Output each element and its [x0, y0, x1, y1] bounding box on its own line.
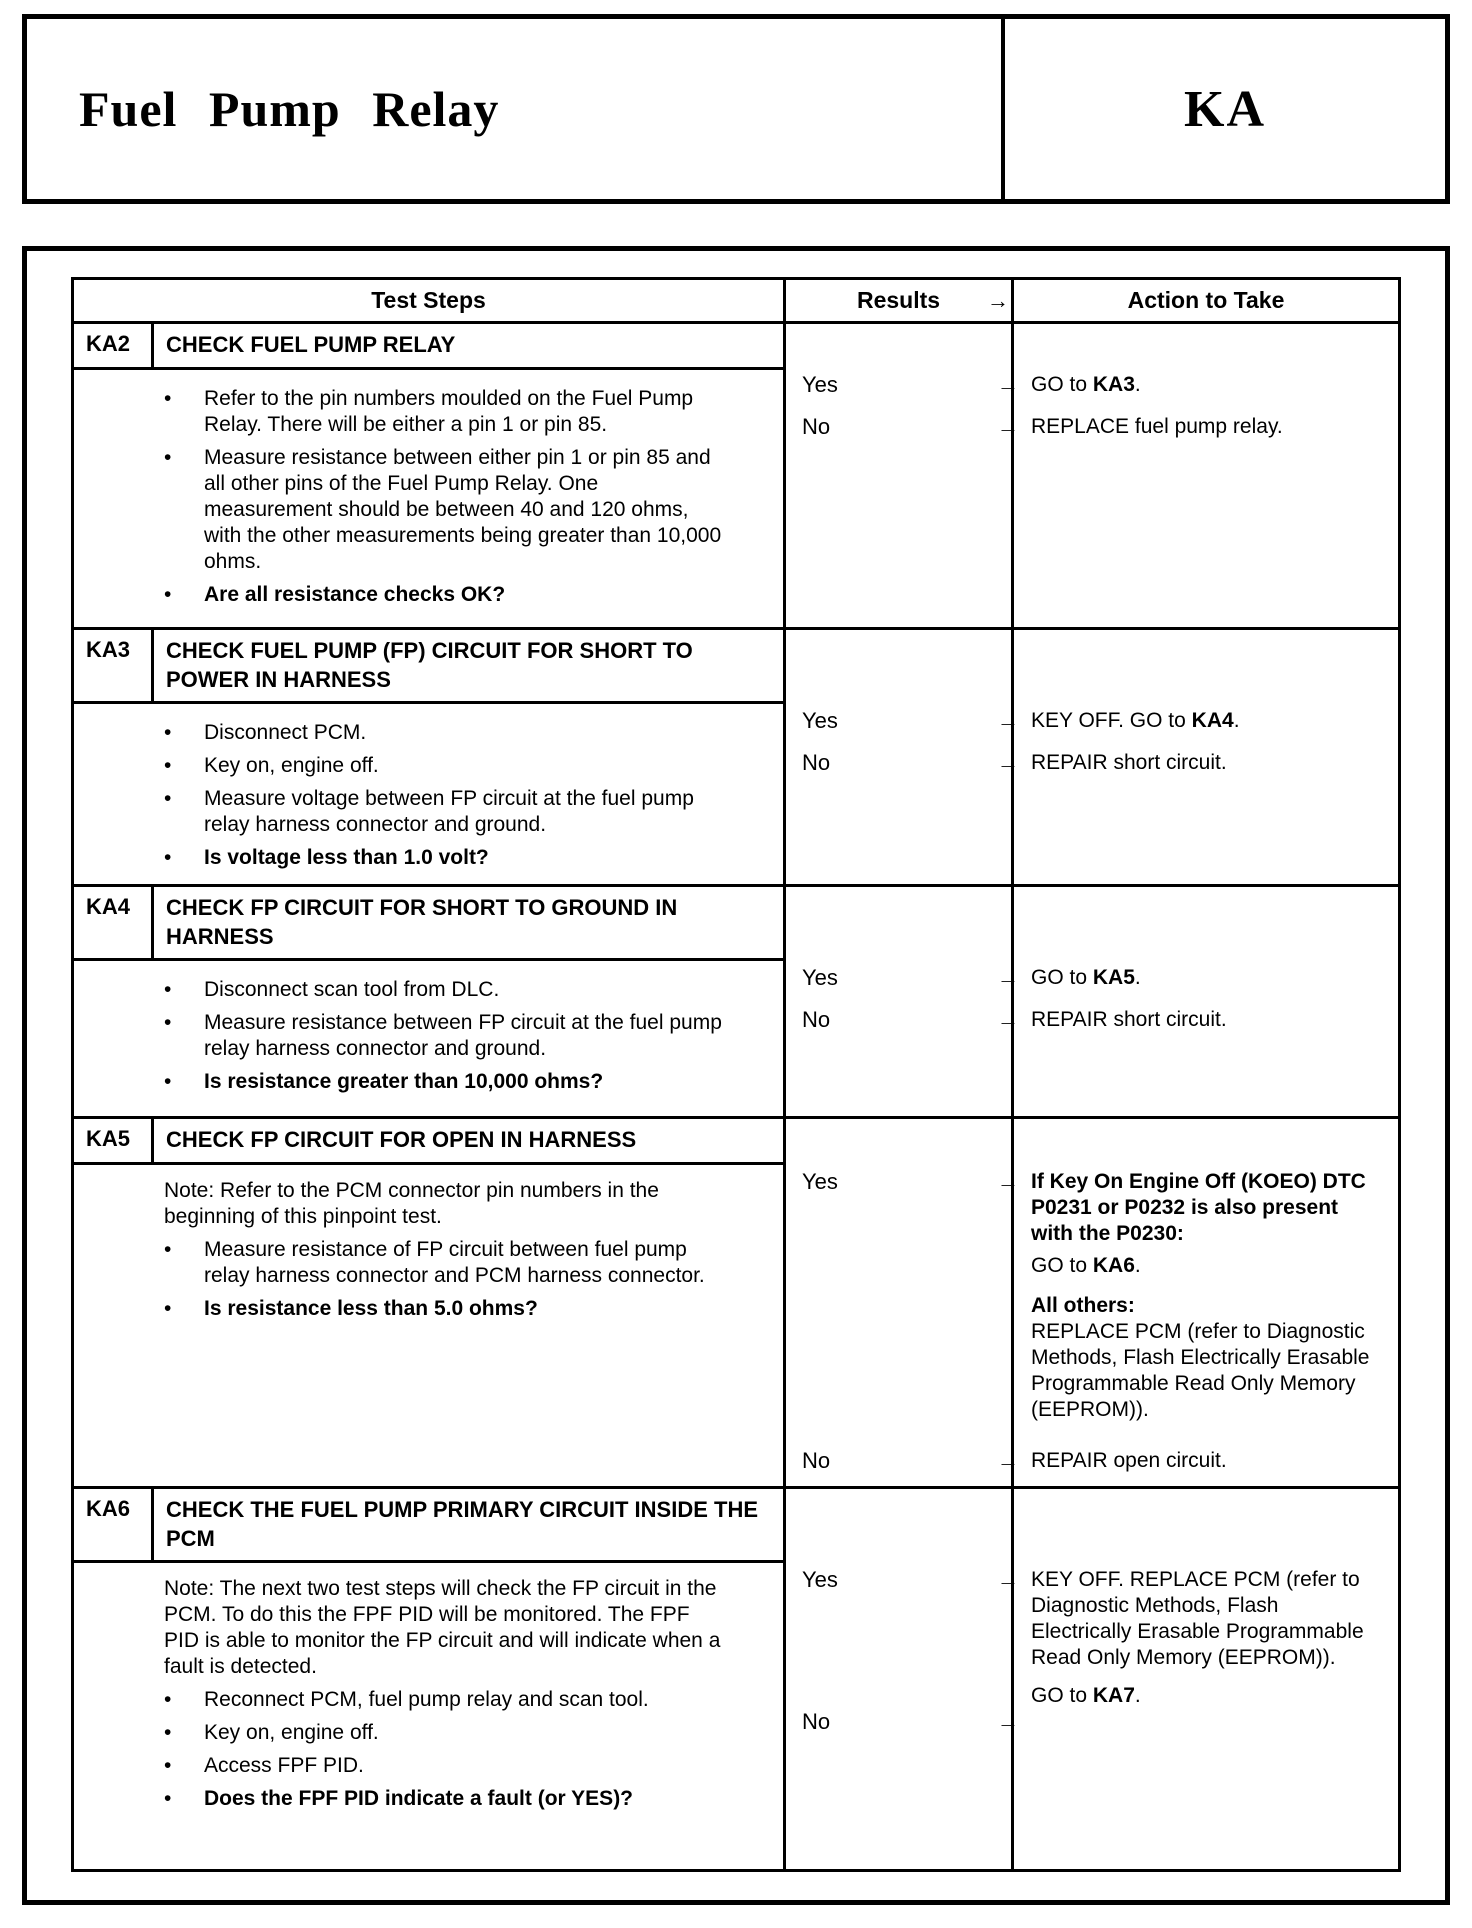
test-step-header [74, 1119, 783, 1165]
document-header [22, 14, 1450, 204]
result-label-yes: Yes [802, 372, 838, 397]
instruction-item: • Disconnect scan tool from DLC. [164, 978, 500, 1002]
action-condition: If Key On Engine Off (KOEO) DTC P0231 or P0232 is also present with the P0230: [1031, 1170, 1366, 1246]
instruction-item: • Measure resistance between either pin 1 or pin 85 and all other pins of the Fuel Pump Relay. One measurement should be between 40 and 120 ohms, with the other measurements being greater than 10,000 ohms. [164, 445, 722, 573]
instruction-question: • Is resistance greater than 10,000 ohms? [164, 1070, 604, 1094]
test-steps-cell [74, 324, 786, 627]
action-cell [1014, 887, 1398, 1116]
test-step-body [74, 1165, 783, 1335]
bullet-icon: • [164, 386, 172, 410]
test-row-ka4 [74, 887, 1398, 1119]
bullet-icon: • [164, 721, 172, 745]
instruction-question: • Does the FPF PID indicate a fault (or YES)? [164, 1787, 634, 1811]
bullet-icon: • [164, 1787, 172, 1811]
column-header-action: Action to Take [1127, 287, 1285, 313]
result-option-yes [786, 708, 1019, 734]
test-step-title: CHECK FP CIRCUIT FOR OPEN IN HARNESS [166, 1127, 637, 1153]
test-row-ka5 [74, 1119, 1398, 1489]
bullet-icon: • [164, 1688, 172, 1712]
test-step-id: KA6 [74, 1489, 154, 1560]
arrow-icon: → [997, 708, 1019, 733]
action-text: GO to KA7. [1031, 1684, 1141, 1708]
result-label-yes: Yes [802, 708, 838, 733]
action-text: GO to KA6. [1031, 1254, 1141, 1278]
test-step-title: CHECK FUEL PUMP RELAY [166, 332, 456, 357]
result-option-yes [786, 372, 1019, 398]
results-cell [786, 1489, 1019, 1869]
instruction-item: • Key on, engine off. [164, 754, 379, 778]
instruction-item: • Measure resistance between FP circuit at the fuel pump relay harness connector and ground. [164, 1011, 722, 1061]
column-header-test-steps: Test Steps [74, 280, 786, 321]
result-option-yes [786, 965, 1019, 991]
result-option-no [786, 1007, 1019, 1033]
test-step-header [74, 630, 783, 704]
action-text: REPAIR short circuit. [1031, 1008, 1227, 1032]
action-cell [1014, 630, 1398, 884]
result-label-yes: Yes [802, 1567, 838, 1593]
test-step-body [74, 370, 783, 621]
test-step-body [74, 961, 783, 1108]
result-option-yes [786, 1169, 1019, 1195]
action-cell [1014, 1119, 1398, 1486]
arrow-icon: → [997, 1007, 1019, 1033]
result-option-no [786, 1709, 1019, 1735]
bullet-icon: • [164, 1721, 172, 1745]
action-text: REPAIR open circuit. [1031, 1449, 1227, 1473]
bullet-icon: • [164, 754, 172, 778]
action-cell [1014, 324, 1398, 627]
bullet-icon: • [164, 846, 172, 870]
test-steps-cell [74, 887, 786, 1116]
test-step-title: CHECK THE FUEL PUMP PRIMARY CIRCUIT INSIDE THE PCM [166, 1497, 759, 1551]
instruction-note: Note: Refer to the PCM connector pin numbers in the beginning of this pinpoint test. [164, 1178, 659, 1228]
test-row-ka2 [74, 324, 1398, 630]
action-text: REPAIR short circuit. [1031, 751, 1227, 774]
results-cell [786, 324, 1019, 627]
pinpoint-test-frame [22, 246, 1450, 1905]
instruction-item: • Disconnect PCM. [164, 721, 367, 745]
arrow-icon: → [997, 414, 1019, 439]
arrow-icon: → [997, 1709, 1019, 1735]
bullet-icon: • [164, 1296, 172, 1320]
action-text: REPLACE fuel pump relay. [1031, 415, 1283, 438]
instruction-item: • Measure voltage between FP circuit at the fuel pump relay harness connector and ground. [164, 787, 694, 837]
result-option-no [786, 750, 1019, 776]
test-step-id: KA3 [74, 630, 154, 701]
instruction-note: Note: The next two test steps will check the FP circuit in the PCM. To do this the FPF PID will be monitored. The FPF PID is able to monitor the FP circuit and will indicate when a fault is detected. [164, 1577, 721, 1679]
result-option-yes [786, 1567, 1019, 1593]
test-step-title: CHECK FP CIRCUIT FOR SHORT TO GROUND IN HARNESS [166, 895, 678, 949]
result-label-no: No [802, 1448, 831, 1474]
bullet-icon: • [164, 787, 172, 811]
action-text: GO to KA5. [1031, 966, 1141, 990]
test-step-body [74, 1563, 783, 1825]
arrow-icon: → [997, 1169, 1019, 1195]
bullet-icon: • [164, 582, 172, 606]
section-code: KA [1184, 80, 1266, 138]
result-label-no: No [802, 1709, 831, 1735]
bullet-icon: • [164, 1237, 172, 1261]
test-row-ka3 [74, 630, 1398, 887]
instruction-question: • Is voltage less than 1.0 volt? [164, 846, 489, 870]
instruction-item: • Reconnect PCM, fuel pump relay and scan tool. [164, 1688, 649, 1712]
bullet-icon: • [164, 445, 172, 469]
action-condition: All others: [1031, 1294, 1135, 1318]
arrow-icon: → [987, 287, 1009, 313]
column-header-results: Results → [786, 280, 1014, 321]
test-step-id: KA5 [74, 1119, 154, 1162]
test-step-title: CHECK FUEL PUMP (FP) CIRCUIT FOR SHORT TO POWER IN HARNESS [166, 638, 693, 692]
section-code-box [1005, 19, 1445, 199]
test-step-body [74, 704, 783, 884]
test-step-id: KA2 [74, 324, 154, 367]
result-label-yes: Yes [802, 965, 838, 991]
arrow-icon: → [997, 965, 1019, 991]
test-steps-cell [74, 630, 786, 884]
bullet-icon: • [164, 1011, 172, 1035]
result-option-no [786, 1448, 1019, 1474]
instruction-question: • Is resistance less than 5.0 ohms? [164, 1296, 538, 1320]
bullet-icon: • [164, 1070, 172, 1094]
instruction-question: • Are all resistance checks OK? [164, 582, 506, 606]
page-title: Fuel Pump Relay [79, 81, 500, 137]
action-text: KEY OFF. REPLACE PCM (refer to Diagnostic Methods, Flash Electrically Erasable Programmable Read Only Memory (EEPROM)). [1031, 1568, 1364, 1670]
instruction-item: • Measure resistance of FP circuit between fuel pump relay harness connector and PCM harness connector. [164, 1237, 705, 1287]
result-label-no: No [802, 750, 831, 775]
pinpoint-test-table [71, 277, 1401, 1872]
test-step-header [74, 1489, 783, 1563]
document-title-section [27, 19, 1005, 199]
bullet-icon: • [164, 978, 172, 1002]
result-label-no: No [802, 414, 831, 439]
table-header-row [74, 280, 1398, 324]
arrow-icon: → [997, 372, 1019, 397]
result-label-no: No [802, 1007, 831, 1033]
action-text: GO to KA3. [1031, 373, 1141, 396]
test-steps-cell [74, 1119, 786, 1486]
arrow-icon: → [997, 1448, 1019, 1474]
instruction-item: • Access FPF PID. [164, 1754, 364, 1778]
test-step-header [74, 887, 783, 961]
test-step-header [74, 324, 783, 370]
action-text: REPLACE PCM (refer to Diagnostic Methods, Flash Electrically Erasable Programmable Read Only Memory (EEPROM)). [1031, 1320, 1370, 1422]
result-label-yes: Yes [802, 1169, 838, 1195]
action-text: KEY OFF. GO to KA4. [1031, 709, 1240, 732]
result-option-no [786, 414, 1019, 440]
test-step-id: KA4 [74, 887, 154, 958]
test-row-ka6 [74, 1489, 1398, 1869]
arrow-icon: → [997, 1567, 1019, 1593]
action-cell [1014, 1489, 1398, 1869]
results-cell [786, 630, 1019, 884]
arrow-icon: → [997, 750, 1019, 775]
results-cell [786, 887, 1019, 1116]
bullet-icon: • [164, 1754, 172, 1778]
results-cell [786, 1119, 1019, 1486]
test-steps-cell [74, 1489, 786, 1869]
instruction-item: • Refer to the pin numbers moulded on the Fuel Pump Relay. There will be either a pin 1 or pin 85. [164, 386, 694, 436]
instruction-item: • Key on, engine off. [164, 1721, 379, 1745]
